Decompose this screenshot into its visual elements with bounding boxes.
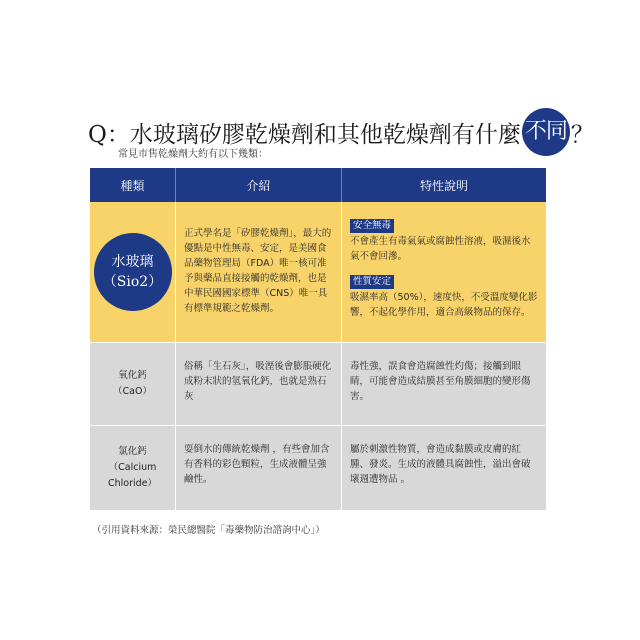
title-highlight: 不同 xyxy=(522,108,570,156)
type-cell xyxy=(90,343,176,425)
features-cell: 毒性強，誤食會造腐蝕性灼傷；接觸到眼睛，可能會造成結膜甚至角膜細胞的變形傷害。 xyxy=(350,361,531,402)
type-formula: （Calcium Chloride） xyxy=(107,462,158,489)
table-row xyxy=(90,202,546,343)
features-cell xyxy=(342,202,546,342)
intro-cell: 俗稱「生石灰」，吸溼後會膨脹硬化成粉末狀的氫氧化鈣，也就是熟石灰 xyxy=(176,343,342,425)
feature-block xyxy=(350,218,538,264)
title-suffix: ？ xyxy=(570,121,594,148)
type-formula: （Sio2） xyxy=(102,274,163,290)
type-name: 氧化鈣 xyxy=(118,370,147,381)
header-features: 特性說明 xyxy=(419,178,468,193)
subtitle: 常見市售乾燥劑大約有以下幾類： xyxy=(118,149,268,160)
type-formula: （CaO） xyxy=(113,386,152,397)
source-citation: （引用資料來源：榮民總醫院「毒藥物防治諮詢中心」） xyxy=(92,525,325,536)
silica-badge xyxy=(94,233,172,311)
type-cell xyxy=(90,426,176,510)
desiccant-comparison-table xyxy=(90,168,546,510)
feature-tag: 安全無毒 xyxy=(350,219,394,233)
feature-text: 吸濕率高（50%），速度快，不受溫度變化影響，不起化學作用，適合高級物品的保存。 xyxy=(350,292,538,318)
type-name: 氯化鈣 xyxy=(118,446,147,457)
type-cell xyxy=(90,202,176,342)
title-prefix: Q：水玻璃矽膠乾燥劑和其他乾燥劑有什麼 xyxy=(88,121,521,148)
table-header-row xyxy=(90,168,546,202)
intro-cell: 正式學名是「矽膠乾燥劑」，最大的優點是中性無毒、安定，是美國食品藥物管理局（FDA）唯一核可准予與藥品直接接觸的乾燥劑，也是中華民國國家標準（CNS）唯一具有標準規範之乾燥劑。 xyxy=(176,202,342,342)
intro-cell: 耍倒水的傳統乾燥劑 ，有些會加含有香料的彩色顆粒，生成液體呈強鹼性。 xyxy=(176,426,342,510)
header-intro: 介紹 xyxy=(176,168,342,202)
table-row xyxy=(90,343,546,426)
feature-text: 不會產生有毒氣氣或腐蝕性溶液，吸濕後水氣不會回滲。 xyxy=(350,236,531,262)
table-row xyxy=(90,426,546,510)
features-cell: 屬於刺激性物質，會造成黏膜或皮膚的紅腫、發炎。生成的液體具腐蝕性，溢出會破壞週遭物品 。 xyxy=(350,444,531,485)
type-name: 水玻璃 xyxy=(111,254,154,270)
header-type: 種類 xyxy=(90,168,176,202)
feature-tag: 性質安定 xyxy=(350,275,394,289)
feature-block xyxy=(350,274,538,320)
